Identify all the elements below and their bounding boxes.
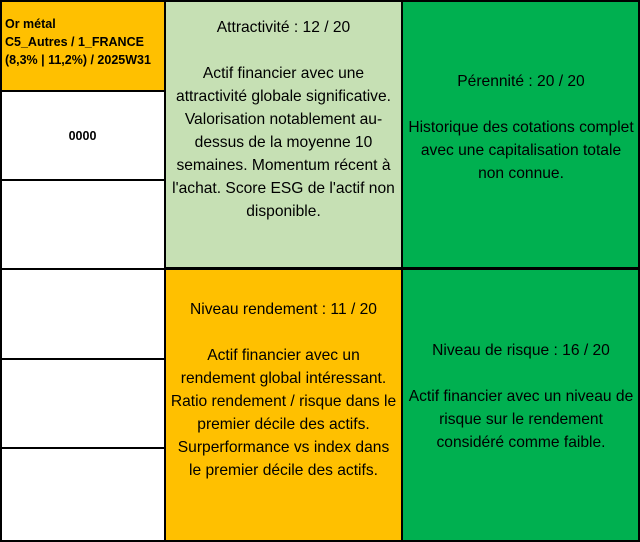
- asset-header: [0, 0, 165, 91]
- risque-title: Niveau de risque : 16 / 20: [432, 342, 610, 359]
- risque-body: Actif financier avec un niveau de risque sur le rendement considéré comme faible.: [408, 388, 634, 451]
- empty-cell-1: [0, 180, 165, 269]
- panel-perennite: [402, 0, 640, 269]
- asset-category: C5_Autres / 1_FRANCE: [5, 35, 144, 49]
- empty-cell-3: [0, 359, 165, 448]
- asset-name: Or métal: [5, 17, 56, 31]
- panel-risque: [402, 269, 640, 542]
- panel-attractivite: [165, 0, 402, 269]
- empty-cell-2: [0, 269, 165, 359]
- asset-code: 0000: [68, 128, 97, 143]
- rendement-body: Actif financier avec un rendement global intéressant. Ratio rendement / risque dans le premier décile des actifs. Surperformance vs index dans le premier décile des actifs.: [170, 347, 397, 479]
- perennite-title: Pérennité : 20 / 20: [457, 73, 585, 90]
- panel-rendement: [165, 269, 402, 542]
- section-divider: [165, 267, 640, 270]
- empty-cell-4: [0, 448, 165, 542]
- attractivite-title: Attractivité : 12 / 20: [216, 19, 351, 36]
- rendement-title: Niveau rendement : 11 / 20: [190, 301, 377, 318]
- perennite-body: Historique des cotations complet avec une capitalisation totale non connue.: [408, 119, 634, 182]
- asset-code-cell: [0, 91, 165, 180]
- asset-stats: (8,3% | 11,2%) / 2025W31: [5, 53, 151, 67]
- attractivite-body: Actif financier avec une attractivité globale significative. Valorisation notablement au-dessus de la moyenne 10 semaines. Momentum récent à l'achat. Score ESG de l'actif non disponible.: [172, 65, 395, 220]
